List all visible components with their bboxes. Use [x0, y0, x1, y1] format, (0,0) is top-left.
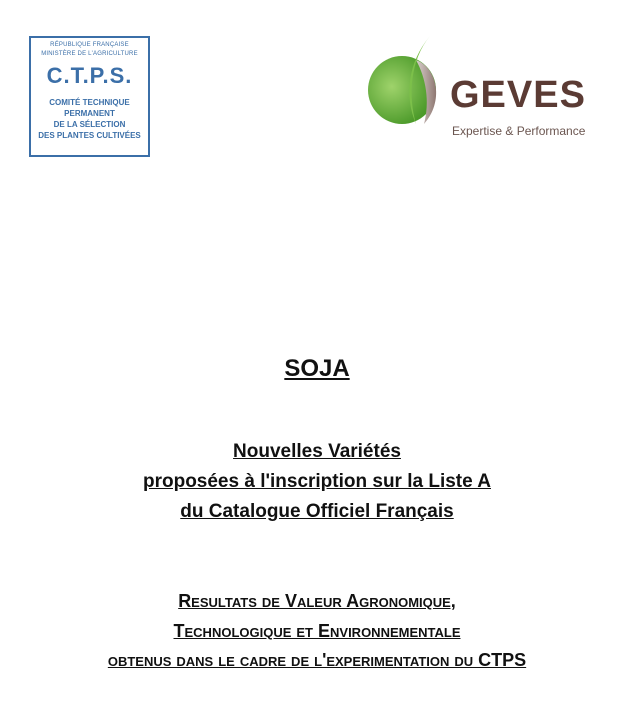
geves-leaf-icon	[364, 32, 454, 144]
crop-title: SOJA	[284, 355, 350, 382]
ctps-name-line: PERMANENT	[64, 109, 115, 118]
ctps-name-line: DES PLANTES CULTIVÉES	[38, 131, 141, 140]
ctps-ministere: MINISTÈRE DE L'AGRICULTURE	[41, 51, 138, 57]
geves-wordmark: GEVES	[450, 74, 586, 116]
ctps-name-line: COMITÉ TECHNIQUE	[49, 98, 130, 107]
ctps-full-name	[31, 97, 148, 141]
subtitle-line-2: proposées à l'inscription sur la Liste A	[142, 471, 491, 492]
geves-logo	[364, 32, 604, 144]
ctps-republique: RÉPUBLIQUE FRANÇAISE	[50, 42, 129, 48]
geves-tagline: Expertise & Performance	[452, 124, 586, 138]
results-line-1: Resultats de Valeur Agronomique,	[178, 591, 456, 611]
ctps-name-line: DE LA SÉLECTION	[53, 120, 126, 129]
results-line-2: Technologique et Environnementale	[173, 621, 461, 641]
ctps-logo	[29, 36, 150, 157]
subtitle-line-1: Nouvelles Variétés	[233, 441, 401, 462]
subtitle-line-3: du Catalogue Officiel Français	[180, 501, 454, 522]
ctps-acronym: C.T.P.S.	[46, 63, 133, 88]
results-line-3: obtenus dans le cadre de l'experimentation du CTPS	[107, 650, 527, 670]
